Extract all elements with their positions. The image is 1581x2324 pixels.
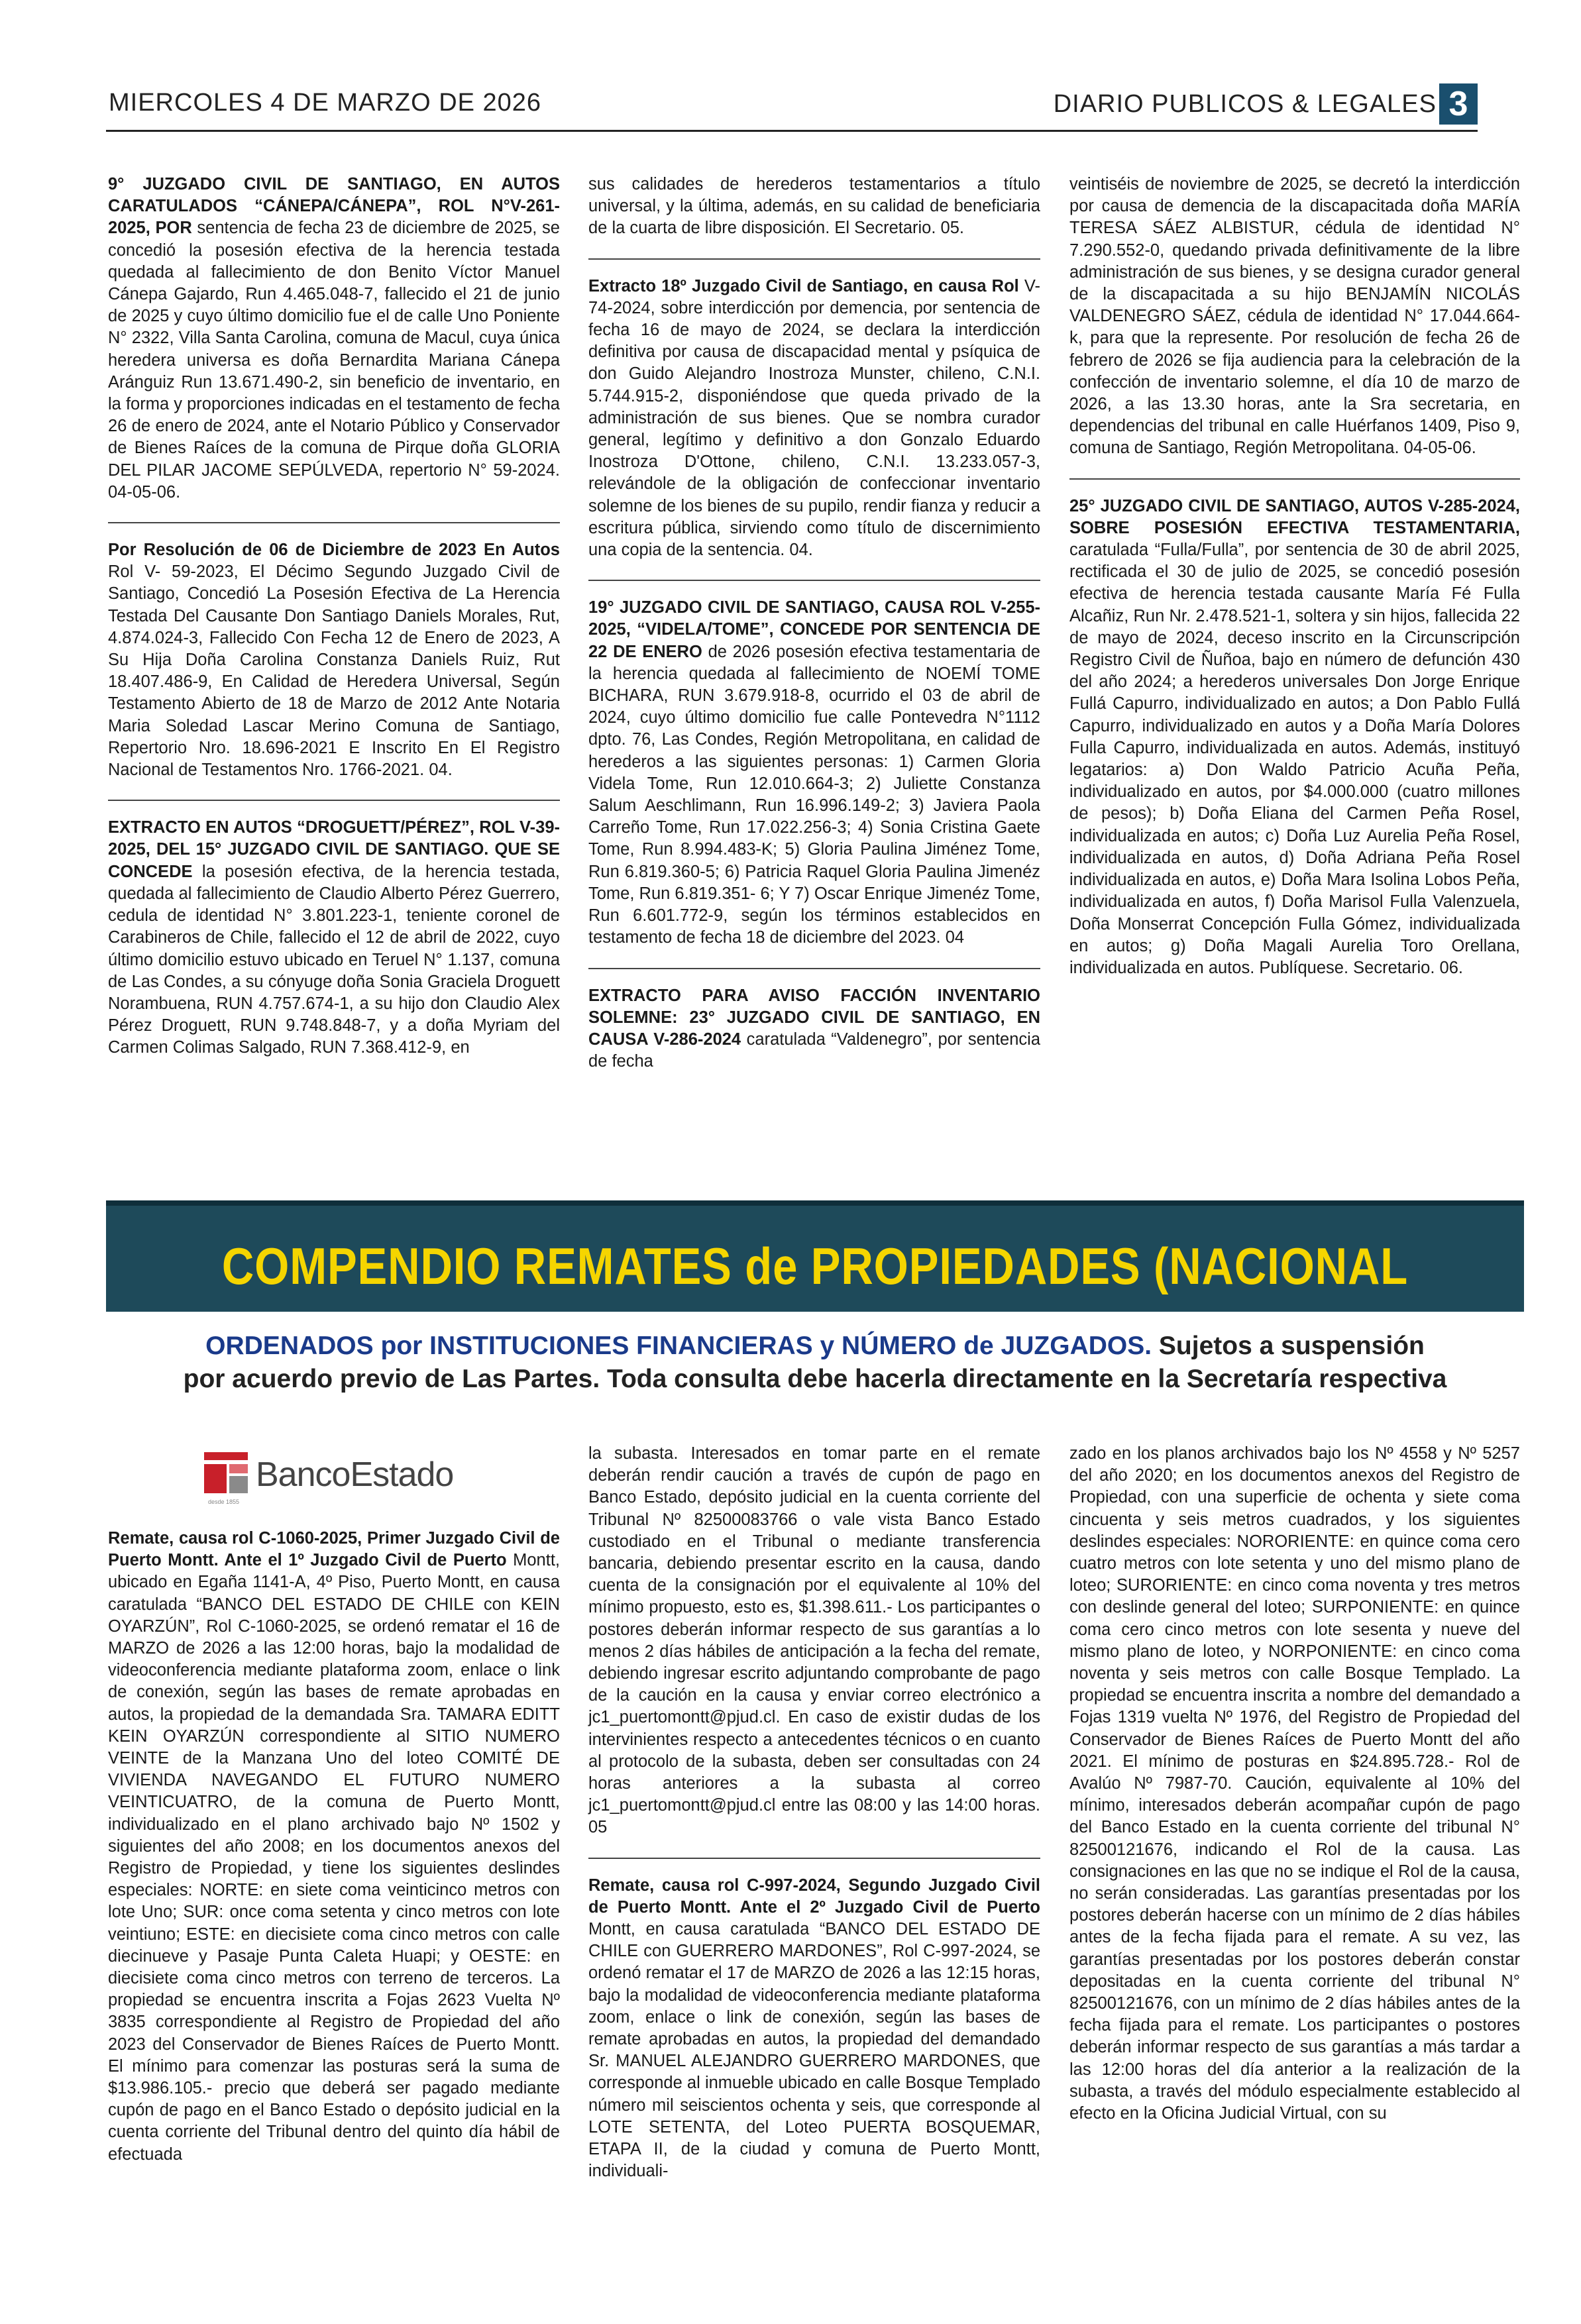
auctions-column-2 (588, 1443, 1040, 2201)
auctions-banner (106, 1200, 1524, 1312)
auction-guerrero-mardones-continued: zado en los planos archivados bajo los Nº 4558 y Nº 5257 del año 2020; en los documentos anexos del Registro de Propiedad, con una superficie de ochenta y siete coma cincuenta y seis metros cuadrados, y los siguientes deslindes especiales: NORORIENTE: en quince coma cero cuatro metros con lote setenta y uno del mismo plano de loteo; SURORIENTE: en cinco coma noventa y tres metros con deslinde general del loteo; SURPONIENTE: en quince coma cero cinco metros con lote sesenta y nueve del mismo plano de loteo, y NORPONIENTE: en cinco coma noventa y seis metros con calle Bosque Templado. La propiedad se encuentra inscrita a nombre del demandado a Fojas 1319 vuelta Nº 1976, del Registro de Propiedad del Conservador de Bienes Raíces de Puerto Montt del año 2021. El mínimo de posturas en $24.895.728.- Rol de Avalúo Nº 7987-70. Caución, equivalente al 10% del mínimo, interesados deberán acompañar cupón de pago del Banco Estado en la cuenta corriente del tribunal N° 82500121676, indicando el Rol de la causa. Las consignaciones en las que no se indique el Rol de la causa, no serán consideradas. Las garantías presentadas por los postores deberán hacerse con un mínimo de 2 días hábiles antes de la fecha fijada para el remate. A su vez, las garantías presentadas por los postores deberán constar depositadas en la cuenta corriente del tribunal N° 82500121676, con un mínimo de 2 días hábiles antes de la fecha fijada para el remate. Los participantes o postores deberán informar respecto de sus garantías a más tardar a las 12:00 horas del día anterior a la realización de la subasta, a través del módulo especialmente establecido al efecto en la Oficina Judicial Virtual, con su (1069, 1444, 1520, 2123)
notice-valdenegro (588, 985, 1040, 1073)
notice-body: caratulada “Valdenegro”, por sentencia de fecha (588, 1030, 1040, 1071)
auction-body: Montt, ubicado en Egaña 1141-A, 4º Piso, Puerto Montt, en causa caratulada “BANCO DEL ESTADO DE CHILE con KEIN OYARZÚN”, Rol C-1060-2025, se ordenó rematar el 16 de MARZO de 2026 a las 12:00 horas, bajo la modalidad de videoconferencia mediante plataforma zoom, enlace o link de conexión, según las bases de remate aprobadas en autos, la propiedad de la demandada Sra. TAMARA EDITT KEIN OYARZÚN correspondiente al SITIO NUMERO VEINTE de la Manzana Uno del loteo COMITÉ DE VIVIENDA NAVEGANDO EL FUTURO NUMERO VEINTICUATRO, de la comuna de Puerto Montt, individualizado en el plano archivado bajo Nº 1502 y siguientes del año 2008; en los documentos anexos del Registro de Propiedad, y tiene los siguientes deslindes especiales: NORTE: en siete coma veinticinco metros con lote Uno; SUR: once coma setenta y cinco metros con lote veintiuno; ESTE: en diecisiete coma cinco metros con calle diecinueve y Pasaje Punta Caleta Huapi; y OESTE: en diecisiete coma cinco metros con terreno de terceros. La propiedad se encuentra inscrita a Fojas 2623 Vuelta Nº 3835 correspondiente al Registro de Propiedad del año 2023 del Conservador de Bienes Raíces de Puerto Montt. El mínimo para comenzar las posturas será la suma de $13.986.105.- precio que deberá ser pagado mediante cupón de pago en el Banco Estado o depósito judicial en la cuenta corriente del Tribunal dentro del quinto día hábil de efectuada (108, 1551, 560, 2164)
auction-divider (588, 1858, 1040, 1859)
notice-inostroza (588, 276, 1040, 562)
notice-divider (1069, 478, 1520, 480)
page-header (106, 83, 1478, 132)
subtitle-emphasis: ORDENADOS por INSTITUCIONES FINANCIERAS y NÚMERO de JUZGADOS. (205, 1332, 1152, 1360)
issue-date: MIERCOLES 4 DE MARZO DE 2026 (109, 89, 542, 117)
notices-column-2 (588, 174, 1040, 1091)
notice-heading: EXTRACTO PARA AVISO FACCIÓN INVENTARIO SOLEMNE: 23° JUZGADO CIVIL DE SANTIAGO, EN CAUSA V-286-2024 (588, 986, 1040, 1049)
notice-heading: 19° JUZGADO CIVIL DE SANTIAGO, CAUSA ROL V-255-2025, “VIDELA/TOME”, CONCEDE POR SENTENCIA DE 22 DE ENERO (588, 598, 1040, 661)
notice-divider (588, 968, 1040, 969)
logo-tagline: desde 1855 (208, 1499, 240, 1505)
notice-heading: 25° JUZGADO CIVIL DE SANTIAGO, AUTOS V-285-2024, SOBRE POSESIÓN EFECTIVA TESTAMENTARIA, (1069, 496, 1520, 537)
notice-body: caratulada “Fulla/Fulla”, por sentencia de 30 de abril 2025, rectificada el 30 de julio de 2025, se concedió posesión efectiva de herencia testada causante María Fé Fulla Alcañiz, Run Nr. 2.478.521-1, soltera y sin hijos, fallecida 22 de mayo de 2024, deceso inscrito en la Circunscripción Registro Civil de Ñuñoa, bajo en número de defunción 430 del año 2024; a herederos universales Don Jorge Enrique Fullá Capurro, individualizado en autos; a Don Pablo Fullá Capurro, individualizado en autos y a Doña María Dolores Fulla Capurro, individualizada en autos. Además, instituyó legatarios: a) Don Waldo Patricio Acuña Peña, individualizado en autos, por $4.000.000 (cuatro millones de pesos); b) Doña Eliana del Carmen Peña Rosel, individualizada en autos; c) Doña Luz Aurelia Peña Rosel, individualizada en autos, d) Doña Adriana Peña Rosel individualizada en autos, e) Doña Mara Isolina Lobos Peña, individualizada en autos, f) Doña Marisol Fulla Valenzuela, Doña Monserrat Concepción Fulla Gómez, individualizada en autos; g) Doña Magali Aurelia Toro Orellana, individualizada en autos. Publíquese. Secretario. 06. (1069, 541, 1520, 977)
auctions-column-3 (1069, 1443, 1520, 2143)
auction-body: Montt, en causa caratulada “BANCO DEL ESTADO DE CHILE con GUERRERO MARDONES”, Rol C-997-2024, se ordenó rematar el 17 de MARZO de 2026 a las 12:15 horas, bajo la modalidad de videoconferencia mediante plataforma zoom, enlace o link de conexión, según las bases de remate aprobadas en autos, la propiedad del demandado Sr. MANUEL ALEJANDRO GUERRERO MARDONES, que corresponde al inmueble ubicado en calle Bosque Templado número mil seiscientos ochenta y seis, que corresponde al LOTE SETENTA, del Loteo PUERTA BOSQUEMAR, ETAPA II, de la ciudad y comuna de Puerto Montt, individuali- (588, 1920, 1040, 2181)
auction-heading: Remate, causa rol C-1060-2025, Primer Juzgado Civil de Puerto Montt. Ante el 1º Juzgado Civil de Puerto (108, 1529, 560, 1570)
notice-droguett-continued: sus calidades de herederos testamentarios a título universal, y la última, además, en su calidad de beneficiaria de la cuarta de libre disposición. El Secretario. 05. (588, 175, 1040, 238)
notice-valdenegro-continued: veintiséis de noviembre de 2025, se decretó la interdicción por causa de demencia de la discapacitada doña MARÍA TERESA SÁEZ ALBISTUR, cédula de identidad N° 7.290.552-0, quedando privada definitivamente de la libre administración de sus bienes, y se designa curador general de la discapacitada a su hijo BENJAMÍN NICOLÁS VALDENEGRO SÁEZ, cédula de identidad N° 17.044.664-k, para que la represente. Por resolución de fecha 26 de febrero de 2026 se fija audiencia para la celebración de la confección de inventario solemne, el día 10 de marzo de 2026, a las 13.30 horas, ante la Sra secretaria, en dependencias del tribunal en calle Huérfanos 1409, Piso 9, comuna de Santiago, Región Metropolitana. 04-05-06. (1069, 175, 1520, 458)
notice-droguett (108, 817, 560, 1059)
publication-name: DIARIO PUBLICOS & LEGALES (1053, 90, 1437, 118)
auction-guerrero-mardones (588, 1875, 1040, 2183)
notice-fulla (1069, 496, 1520, 979)
notices-column-3 (1069, 174, 1520, 998)
notice-daniels (108, 539, 560, 781)
notice-divider (108, 522, 560, 523)
bancoestado-logo-icon (200, 1450, 253, 1497)
banner-subtitle-line-2: por acuerdo previo de Las Partes. Toda consulta debe hacerla directamente en la Secretaría respectiva (183, 1365, 1447, 1393)
notice-heading: Extracto 18º Juzgado Civil de Santiago, en causa Rol (588, 276, 1019, 295)
notice-body: de 2026 posesión efectiva testamentaria de la herencia quedada al fallecimiento de NOEMÍ TOME BICHARA, RUN 3.679.918-8, ocurrido el 03 de abril de 2024, cuyo último domicilio fue calle Pontevedra N°1112 dpto. 76, Las Condes, Región Metropolitana, en calidad de herederos a las siguientes personas: 1) Carmen Gloria Videla Tome, Run 12.010.664-3; 2) Juliette Constanza Salum Aeschlimann, Run 16.996.149-2; 3) Javiera Paola Carreño Tome, Run 17.022.256-3; 4) Sonia Cristina Gaete Tome, Run 8.994.483-K; 5) Gloria Paulina Jiménez Tome, Run 6.819.360-5; 6) Patricia Raquel Gloria Paulina Jimenéz Tome, Run 6.819.351- 6; Y 7) Oscar Enrique Jimenéz Tome, Run 6.601.772-9, según los términos establecidos en testamento de fecha 18 de diciembre del 2023. 04 (588, 642, 1040, 947)
notice-videla-tome (588, 597, 1040, 949)
notice-divider (588, 580, 1040, 581)
notice-heading: 9° JUZGADO CIVIL DE SANTIAGO, EN AUTOS CARATULADOS “CÁNEPA/CÁNEPA”, ROL N°V-261-2025, POR (108, 175, 560, 238)
bancoestado-logo (200, 1450, 465, 1504)
banner-title: COMPENDIO REMATES de PROPIEDADES (NACIONAL (221, 1237, 1409, 1295)
auctions-column-1 (108, 1528, 560, 2184)
notice-body: Rol V- 59-2023, El Décimo Segundo Juzgado Civil de Santiago, Concedió La Posesión Efectiva de La Herencia Testada Del Causante Don Santiago Daniels Morales, Rut, 4.874.024-3, Fallecido Con Fecha 12 de Enero de 2023, A Su Hija Doña Carolina Constanza Daniels Ruiz, Rut 18.407.486-9, En Calidad de Heredera Universal, Según Testamento Abierto de 18 de Marzo de 2012 Ante Notaria Maria Soledad Lascar Merino Comuna de Santiago, Repertorio Nro. 18.696-2021 E Inscrito En El Registro Nacional de Testamentos Nro. 1766-2021. 04. (108, 562, 560, 780)
notice-heading: EXTRACTO EN AUTOS “DROGUETT/PÉREZ”, ROL V-39-2025, DEL 15° JUZGADO CIVIL DE SANTIAGO. QUE SE CONCEDE (108, 818, 560, 881)
notice-body: V-74-2024, sobre interdicción por demencia, por sentencia de fecha 16 de mayo de 2024, se declara la interdicción definitiva por causa de discapacidad mental y psíquica de don Guido Alejandro Inostroza Munster, chileno, C.N.I. 5.744.915-2, disponiéndose que queda privado de la administración de sus bienes. Que se nombra curador general, legítimo y definitivo a don Gonzalo Eduardo Inostroza D'Ottone, chileno, C.N.I. 13.233.057-3, relevándole de la obligación de confeccionar inventario solemne de los bienes de su pupilo, rendir fianza y reducir a escritura pública, sirviendo como título de discernimiento una copia de la sentencia. 04. (588, 276, 1040, 560)
notices-column-1 (108, 174, 560, 1078)
logo-wordmark: BancoEstado (256, 1455, 454, 1494)
auction-kein-oyarzun-continued: la subasta. Interesados en tomar parte en el remate deberán rendir caución a través de cupón de pago en Banco Estado, depósito judicial en la cuenta corriente del Tribunal Nº 82500083766 o vale vista Banco Estado custodiado en el Tribunal o mediante transferencia bancaria, debiendo presentar escrito en la causa, dando cuenta de la consignación por el equivalente al 10% del mínimo propuesto, esto es, $1.398.611.- Los participantes o postores deberán informar respecto de sus garantías a lo menos 2 días hábiles de anticipación a la fecha del remate, debiendo ingresar escrito adjuntando comprobante de pago de la caución en la causa y enviar correo electrónico a jc1_puertomontt@pjud.cl. En caso de existir dudas de los intervinientes respecto a antecedentes técnicos o en cuanto al protocolo de la subasta, deben ser consultadas con 24 horas anteriores a la subasta al correo jc1_puertomontt@pjud.cl entre las 08:00 y las 14:00 horas. 05 (588, 1444, 1040, 1837)
page-number-badge: 3 (1439, 83, 1478, 125)
subtitle-rest: Sujetos a suspensión (1152, 1332, 1425, 1360)
auction-kein-oyarzun (108, 1528, 560, 2166)
auction-heading: Remate, causa rol C-997-2024, Segundo Juzgado Civil de Puerto Montt. Ante el 2º Juzgado Civil de Puerto (588, 1875, 1040, 1917)
notice-heading: Por Resolución de 06 de Diciembre de 2023 En Autos (108, 541, 560, 560)
notice-body: la posesión efectiva, de la herencia testada, quedada al fallecimiento de Claudio Alberto Pérez Guerrero, cedula de identidad N° 3.801.223-1, teniente coronel de Carabineros de Chile, fallecido el 12 de abril de 2022, cuyo último domicilio estuvo ubicado en Teruel N° 1.137, comuna de Las Condes, a su cónyuge doña Sonia Graciela Droguett Norambuena, RUN 4.757.674-1, a su hijo don Claudio Alex Pérez Droguett, RUN 9.748.848-7, y a doña Myriam del Carmen Colimas Salgado, RUN 7.368.412-9, en (108, 862, 560, 1057)
notice-divider (588, 258, 1040, 260)
notice-divider (108, 800, 560, 801)
notice-canepa (108, 174, 560, 503)
banner-subtitle-line-1 (106, 1332, 1524, 1361)
notice-body: sentencia de fecha 23 de diciembre de 2025, se concedió la posesión efectiva de la herencia testada quedada al fallecimiento de don Benito Víctor Manuel Cánepa Gajardo, Run 4.465.048-7, fallecido el 21 de junio de 2025 y cuyo último domicilio fue el de calle Uno Poniente N° 2322, Villa Santa Carolina, comuna de Macul, cuya única heredera universa es doña Bernardita Mariana Cánepa Aránguiz Run 13.671.490-2, sin beneficio de inventario, en la forma y proporciones indicadas en el testamento de fecha 26 de enero de 2024, ante el Notario Público y Conservador de Bienes Raíces de la comuna de Pirque doña GLORIA DEL PILAR JACOME SEPÚLVEDA, repertorio N° 59-2024. 04-05-06. (108, 219, 560, 502)
